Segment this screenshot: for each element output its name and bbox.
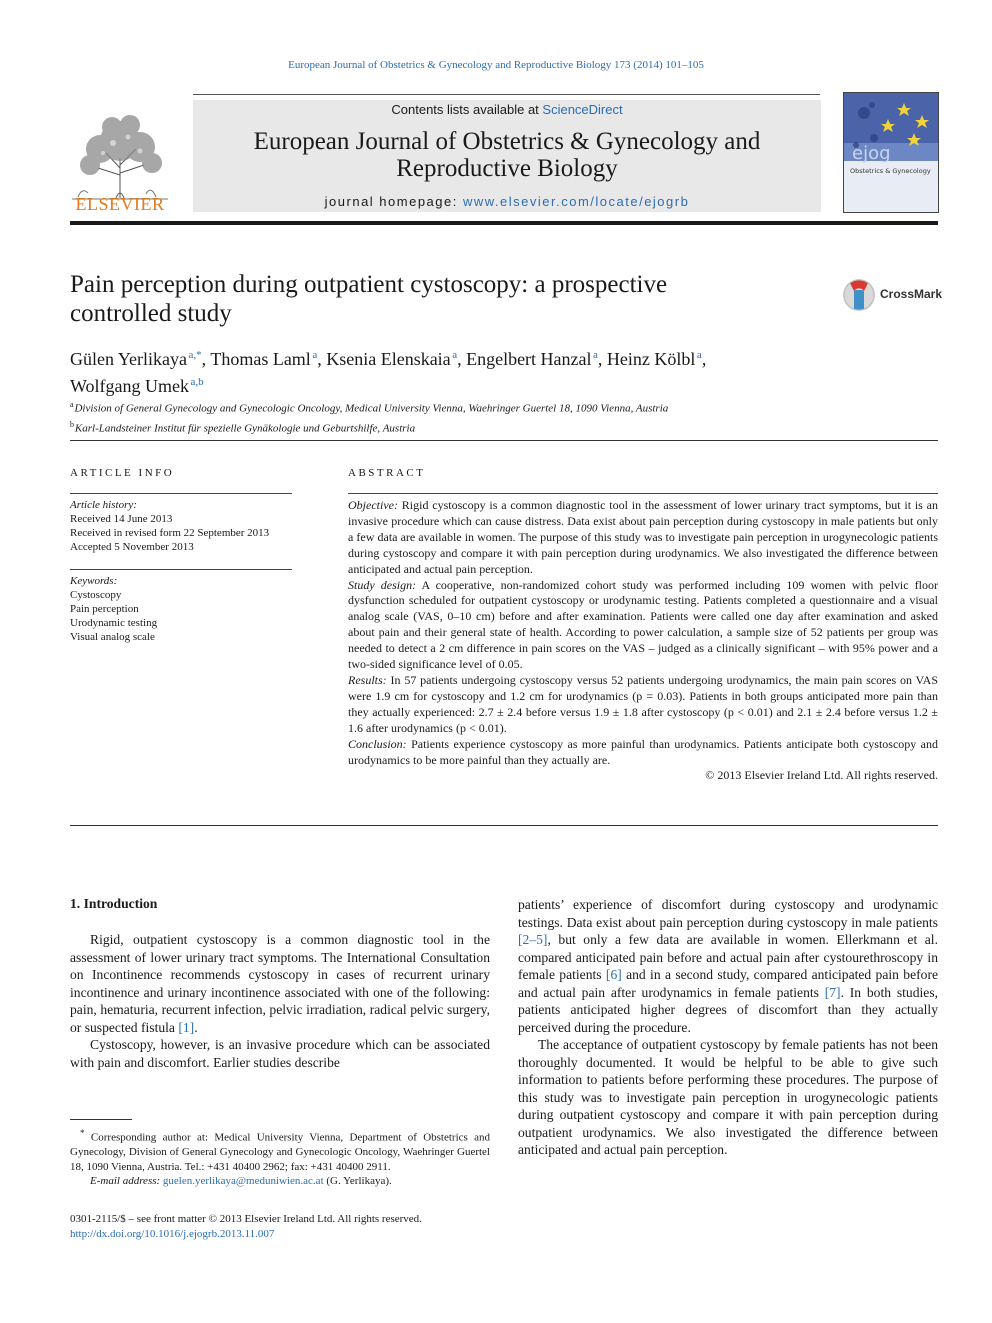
body-paragraph [70,931,490,1036]
author-affil-marker[interactable]: a,b [190,376,204,388]
footnote-email [70,1174,490,1189]
cover-logo-text: ejog [852,143,891,164]
author-separator: , [317,349,327,369]
citation-link[interactable]: [1] [178,1019,195,1035]
paragraph-text: and in a second study, compared anticipated pain before and actual pain after urodynamics in female patients [518,967,938,1000]
affiliation-marker: a [70,400,74,409]
abstract-heading: ABSTRACT [348,467,426,479]
doi-link[interactable]: http://dx.doi.org/10.1016/j.ejogrb.2013.11.007 [70,1228,275,1240]
affiliations [70,397,930,436]
body-left-column [70,931,490,1071]
author-affil-marker[interactable]: a [593,349,598,361]
author-name: Wolfgang Umek [70,376,190,396]
author[interactable] [210,349,317,369]
conclusion-text: Patients experience cystoscopy as more painful than urodynamics. Patients anticipate both cystoscopy and urodynamics to be more painful than they actually are. [348,736,939,767]
affiliation-a [70,397,930,417]
header-rule [193,94,820,95]
paragraph-text: Rigid, outpatient cystoscopy is a common diagnostic tool in the assessment of lower urinary tract symptoms. The International Consultation on Incontinence recommends cystoscopy in cases of recurrent urinary incontinence and urinary incontinence associated with one of the following: pain, hematuria, recurrent infection, pelvic irradiation, radical pelvic surgery, or suspected fistula [70,932,490,1035]
header-thick-rule [70,221,938,225]
author-separator: , [701,349,707,369]
journal-citation[interactable]: European Journal of Obstetrics & Gynecology and Reproductive Biology 173 (2014) 101–105 [288,59,704,71]
author-separator: , [597,349,607,369]
article-info-heading: ARTICLE INFO [70,467,175,479]
journal-title [193,128,821,182]
author-name: Thomas Laml [210,349,311,369]
footnote-marker: * [80,1128,85,1138]
paragraph-text: , but only a few data are available in women. Ellerkmann et al. compared anticipated pain before and actual pain after cystourethroscopy in female patients [518,932,938,982]
author[interactable] [70,349,202,369]
citation-link[interactable]: [7] [824,984,841,1000]
objective-label: Objective: [348,498,398,512]
abstract-results [348,673,938,737]
crossmark-badge[interactable] [840,277,943,313]
abstract-objective [348,498,938,578]
front-matter-meta [70,1212,510,1242]
paragraph-text: patients’ experience of discomfort during cystoscopy and urodynamic testings. Data exist about pain perception during cystoscopy in male patients [518,897,938,930]
author-name: Ksenia Elenskaia [326,349,451,369]
homepage-prefix: journal homepage: [324,194,463,209]
abstract-conclusion [348,737,938,769]
author-affil-marker[interactable]: a [696,349,702,361]
author-separator: , [457,349,467,369]
design-text: A cooperative, non-randomized cohort study was performed including 109 women with pelvic floor dysfunction scheduled for outpatient cystoscopy or urodynamic testing. Patients completed a questionnaire and a visual analog scale (VAS, 0–10 cm) before and after examination. Patients were called one day after examination and asked about pain and their general state of health. According to power calculation, a sample size of 52 patients per group was needed to detect a 2 cm difference in pain scores on the VAS – judged as a clinically significant – with 95% power and a two-sided significance level of 0.05. [348,577,938,672]
contents-line [193,102,821,117]
article-history [70,498,292,554]
affiliation-text: Division of General Gynecology and Gynecologic Oncology, Medical University Vienna, Waehringer Guertel 18, 1090 Vienna, Austria [74,402,669,415]
affiliation-marker: b [70,419,74,429]
citation-link[interactable]: [6] [605,967,622,982]
footnote-text [70,1126,490,1174]
affiliation-b [70,417,930,437]
citation-link[interactable]: [2–5] [518,932,548,947]
corresponding-author-footnote [70,1126,490,1189]
author-affil-marker[interactable]: a,* [188,349,202,361]
journal-cover-thumbnail[interactable] [843,92,939,213]
elsevier-wordmark: ELSEVIER [75,194,165,214]
footnote-rule [70,1119,132,1120]
affiliation-text: Karl-Landsteiner Institut für spezielle Gynäkologie und Geburtshilfe, Austria [74,422,416,435]
paragraph-text: . In both studies, patients anticipated higher degrees of discomfort than they actually perceived during the procedure. [518,984,939,1035]
author-name: Heinz Kölbl [606,349,696,369]
abstract-copyright: © 2013 Elsevier Ireland Ltd. All rights reserved. [705,768,938,783]
body-paragraph [518,896,938,1036]
author-affil-marker[interactable]: a [312,349,318,361]
section-rule [70,440,938,441]
keywords-label: Keywords: [70,575,118,587]
body-right-column [518,896,938,1159]
homepage-link[interactable]: www.elsevier.com/locate/ejogrb [462,194,690,209]
journal-homepage [193,194,821,209]
received-date: Received 14 June 2013 [70,513,173,525]
email-link[interactable]: guelen.yerlikaya@meduniwien.ac.at [162,1175,324,1188]
design-label: Study design: [348,577,417,592]
results-label: Results: [348,672,387,687]
crossmark-label: CrossMark [880,287,943,301]
author[interactable] [466,349,598,369]
paragraph-text: . [194,1019,198,1035]
contents-prefix: Contents lists available at [391,102,543,117]
body-paragraph: The acceptance of outpatient cystoscopy by female patients has not been thoroughly documented. It would be helpful to be able to give such information to patients before performing these procedures. The purpose of this study was to investigate pain perception in urogynecologic patients during outpatient cystoscopy and compare it with pain perception during outpatient urodynamics. We also investigated the difference between anticipated and actual pain perception. [518,1037,938,1157]
abstract-body [348,498,938,784]
keyword: Urodynamic testing [70,617,158,629]
accepted-date: Accepted 5 November 2013 [70,541,194,553]
journal-title-line2: Reproductive Biology [396,155,618,182]
author[interactable] [70,376,204,396]
revised-date: Received in revised form 22 September 2013 [70,527,270,539]
article-title-line1: Pain perception during outpatient cystoscopy: a prospective [70,271,668,298]
abstract-bottom-rule [70,825,938,826]
article-title-line2: controlled study [70,300,232,327]
author-list [70,344,890,398]
objective-text: Rigid cystoscopy is a common diagnostic tool in the assessment of lower urinary tract symptoms, but it is an invasive procedure which can cause distress. Data exist about pain perception during cystoscopy in male patients but only a few data are available in women. The purpose of this study was to investigate pain perception in urogynecologic patients during cystoscopy and compare it with pain perception during urodynamics. We also investigated the difference between anticipated and actual pain perception. [348,498,938,576]
author-separator: , [201,349,211,369]
email-suffix: (G. Yerlikaya). [323,1175,392,1188]
author-affil-marker[interactable]: a [452,349,458,361]
results-text: In 57 patients undergoing cystoscopy versus 52 patients undergoing urodynamics, the main pain scores on VAS were 1.9 cm for cystoscopy and 1.2 cm for urodynamics (p = 0.03). Patients in both groups anticipated more pain than they actually experienced: 2.7 ± 2.4 before versus 1.9 ± 1.8 after cystoscopy (p < 0.01) and 2.1 ± 2.4 before versus 1.2 ± 1.6 after urodynamics (p < 0.01). [348,672,939,735]
introduction-heading: 1. Introduction [70,896,158,911]
cover-art [844,93,938,212]
cover-caption: Obstetrics & Gynecology [850,167,931,175]
abstract-design [348,578,938,673]
author-name: Engelbert Hanzal [466,349,592,369]
keyword: Visual analog scale [70,631,155,643]
article-info-rule [70,493,292,494]
sciencedirect-link[interactable]: ScienceDirect [542,102,623,117]
body-paragraph: Cystoscopy, however, is an invasive procedure which can be associated with pain and discomfort. Earlier studies describe [70,1037,490,1070]
issn-line: 0301-2115/$ – see front matter © 2013 Elsevier Ireland Ltd. All rights reserved. [70,1213,422,1225]
keywords-rule [70,569,292,570]
conclusion-label: Conclusion: [348,736,407,751]
author[interactable] [326,349,457,369]
email-label: E-mail address: [90,1175,161,1188]
abstract-rule [348,493,938,494]
author-name: Gülen Yerlikaya [70,349,187,369]
keyword: Cystoscopy [70,589,122,601]
footnote-body: Corresponding author at: Medical University Vienna, Department of Obstetrics and Gynecology, Division of General Gynecology and Gynecologic Oncology, Waehringer Guertel 18, 1090 Vienna, Austria. Tel.: +431 40400 2962; fax: +431 40400 2911. [70,1131,490,1173]
article-title [70,270,810,328]
crossmark-icon [840,277,880,313]
journal-title-line1: European Journal of Obstetrics & Gynecology and [253,128,761,155]
history-label: Article history: [70,499,137,511]
author[interactable] [607,349,702,369]
keyword: Pain perception [70,603,139,615]
keywords [70,574,292,644]
